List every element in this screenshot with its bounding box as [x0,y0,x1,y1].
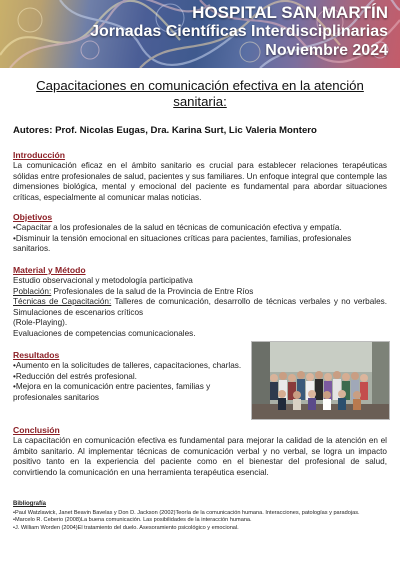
metodo-evaluacion: Evaluaciones de competencias comunicacionales. [13,328,196,338]
section-bibliografia [13,501,391,532]
objetivo-item: •Disminuir la tensión emocional en situaciones críticas para pacientes, familias, profesionales sanitarios. [13,233,352,254]
group-photo-illustration [252,342,390,420]
introduccion-text: La comunicación eficaz en el ámbito sanitario es crucial para establecer relaciones terapéuticas sólidas entre profesionales de salud, pacientes y sus familiares. Un enfoque integral que contemple las dimensiones biológica, mental y emocional del paciente es fundamental para abordar situaciones críticas, especialmente al comunicar malas noticias. [13,161,387,202]
objetivo-item: •Capacitar a los profesionales de la salud en técnicas de comunicación efectiva y empatía. [13,223,342,232]
section-resultados [13,350,248,403]
resultado-item: •Reducción del estrés profesional. [13,371,137,381]
bibliografia-item: •Marcelo R. Ceberio (2008)La buena comunicación. Las posibilidades de la interacción humana. [13,517,252,524]
section-material-metodo [13,265,387,340]
metodo-roleplay: (Role-Playing). [13,318,68,328]
section-objetivos [13,212,387,255]
resultado-item: •Mejora en la comunicación entre pacientes, familias y profesionales sanitarios [13,382,211,402]
poblacion-label: Población: [13,286,52,296]
event-name: Jornadas Científicas Interdisciplinarias [90,23,388,40]
section-conclusion [13,425,387,478]
header-titles [90,3,388,60]
conclusion-heading: Conclusión [13,425,60,435]
page-title: Capacitaciones en comunicación efectiva en la atención sanitaria: [36,78,364,109]
header-banner [0,0,400,68]
bibliografia-item: •Paul Watzlawick, Janet Beavin Bavelas y Don D. Jackson (2002)Teoría de la comunicación humana. Interacciones, patologías y paradojas. [13,509,360,516]
group-photo [251,341,390,420]
resultados-heading: Resultados [13,350,60,360]
metodo-heading: Material y Método [13,265,86,275]
poblacion-text: Profesionales de la salud de la Provincia de Entre Ríos [51,286,254,296]
authors-line: Autores: Prof. Nicolas Eugas, Dra. Karina Surt, Lic Valeria Montero [13,125,317,136]
bibliografia-heading: Bibliografía [13,501,47,507]
resultado-item: •Aumento en la solicitudes de talleres, capacitaciones, charlas. [13,361,242,370]
event-date: Noviembre 2024 [265,42,388,59]
introduccion-heading: Introducción [13,150,66,160]
section-introduccion [13,150,387,203]
metodo-poblacion [13,287,387,298]
conclusion-text: La capacitación en comunicación efectiva es fundamental para mejorar la calidad de la atención en el ámbito sanitario. Al implementar técnicas de comunicación verbal y no verbal, se logra un impacto positivo tanto en la experiencia del paciente como en el bienestar del profesional de salud, convirtiendo la comunicación en una herramienta terapéutica esencial. [13,436,387,477]
objetivos-heading: Objetivos [13,212,53,222]
tecnicas-text: Talleres de comunicación, desarrollo de técnicas verbales y no verbales. Simulaciones de escenarios críticos [13,297,388,317]
bibliografia-item: •J. William Worden (2004)El tratamiento del duelo. Asesoramiento psicológico y emocional. [13,524,239,531]
hospital-name: HOSPITAL SAN MARTÍN [192,3,388,22]
metodo-tecnicas [13,297,387,318]
metodo-estudio: Estudio observacional y metodología participativa [13,276,193,285]
tecnicas-label: Técnicas de Capacitación: [13,297,112,307]
